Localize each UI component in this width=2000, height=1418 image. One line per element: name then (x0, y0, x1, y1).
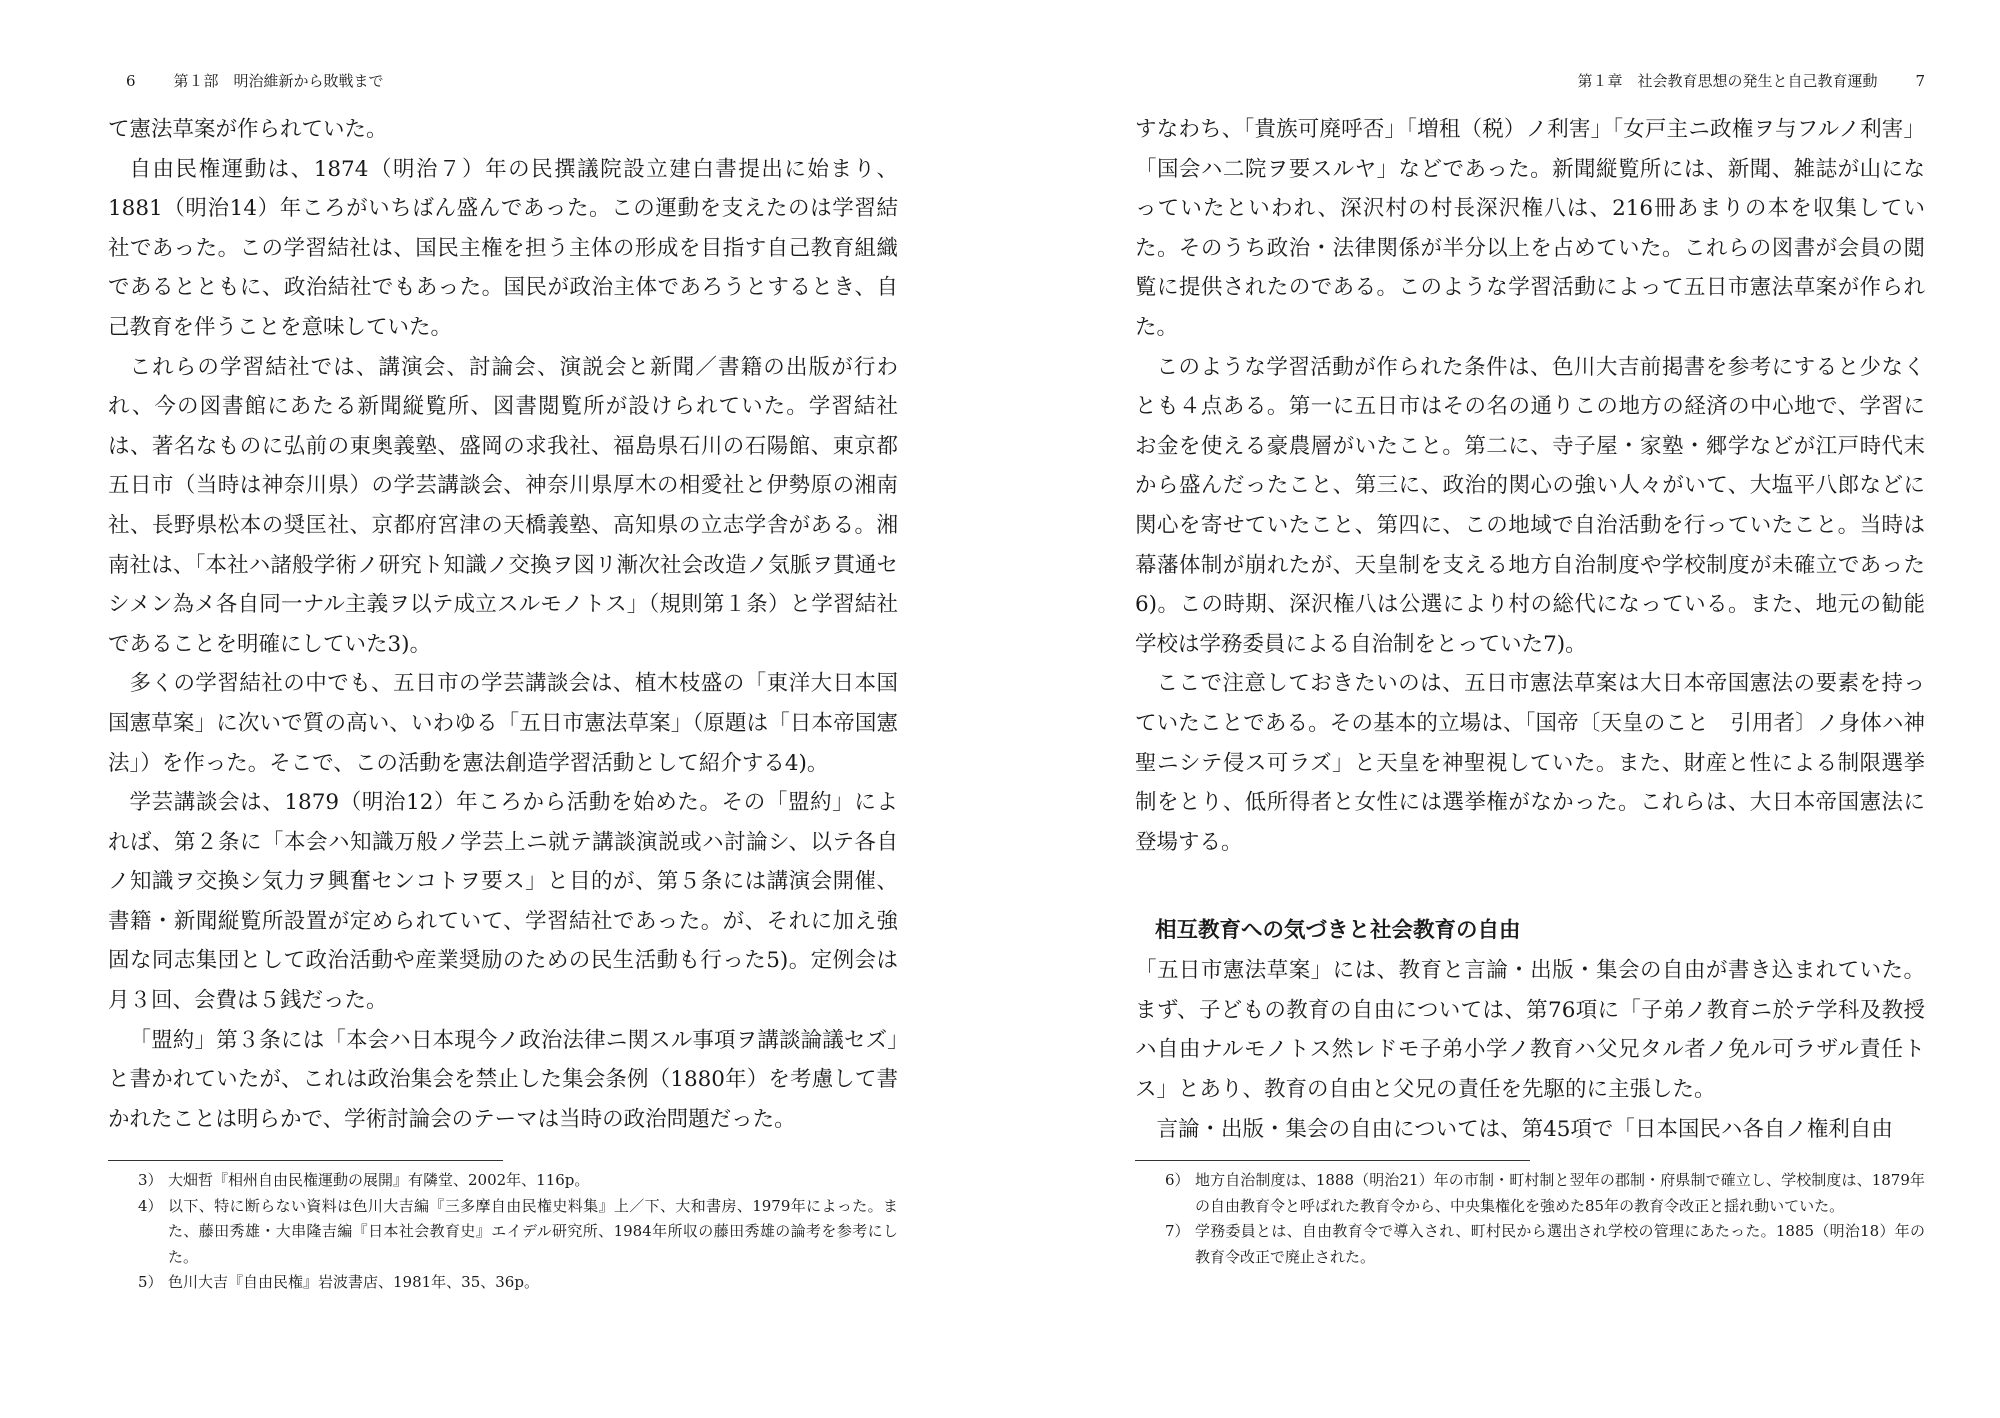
footnote-text: 色川大吉『自由民権』岩波書店、1981年、35、36p。 (168, 1273, 539, 1291)
right-paragraph: ここで注意しておきたいのは、五日市憲法草案は大日本帝国憲法の要素を持っていたことである。その基本的立場は、「国帝〔天皇のこと 引用者〕ノ身体ハ神聖ニシテ侵ス可ラズ」と天皇を神聖視していた。また、財産と性による制限選挙制をとり、低所得者と女性には選挙権がなかった。これらは、大日本帝国憲法に登場する。 (1135, 671, 1925, 855)
footnote (108, 1168, 898, 1194)
left-running-head (108, 70, 908, 92)
footnote-text: 以下、特に断らない資料は色川大吉編『三多摩自由民権史料集』上／下、大和書房、1979年によった。また、藤田秀雄・大串隆吉編『日本社会教育史』エイデル研究所、1984年所収の藤田秀雄の論考を参考にした。 (168, 1196, 898, 1266)
footnote-number: 6） (1165, 1171, 1190, 1189)
left-footnote-rule (108, 1160, 503, 1161)
footnote (1135, 1219, 1925, 1270)
footnote-number: 7） (1165, 1222, 1190, 1240)
right-paragraph: 言論・出版・集会の自由については、第45項で「日本国民ハ各自ノ権利自由 (1156, 1116, 1893, 1142)
left-paragraph: 多くの学習結社の中でも、五日市の学芸講談会は、植木枝盛の「東洋大日本国国憲草案」に次いで質の高い、いわゆる「五日市憲法草案」（原題は「日本帝国憲法」）を作った。そこで、この活動を憲法創造学習活動として紹介する4)。 (108, 671, 898, 776)
footnote-number: 3） (138, 1171, 163, 1189)
right-paragraph: 「五日市憲法草案」には、教育と言論・出版・集会の自由が書き込まれていた。まず、子どもの教育の自由については、第76項に「子弟ノ教育ニ於テ学科及教授ハ自由ナルモノトス然レドモ子弟小学ノ教育ハ父兄タル者ノ免ル可ラザル責任トス」とあり、教育の自由と父兄の責任を先駆的に主張した。 (1135, 958, 1925, 1103)
left-page-number: 6 (126, 72, 136, 90)
right-footnote-rule (1135, 1160, 1530, 1161)
left-paragraph: 「盟約」第３条には「本会ハ日本現今ノ政治法律ニ関スル事項ヲ講談論議セズ」と書かれていたが、これは政治集会を禁止した集会条例（1880年）を考慮して書かれたことは明らかで、学術討論会のテーマは当時の政治問題だった。 (108, 1027, 898, 1132)
left-paragraph: 学芸講談会は、1879（明治12）年ころから活動を始めた。その「盟約」によれば、第２条に「本会ハ知識万般ノ学芸上ニ就テ講談演説或ハ討論シ、以テ各自ノ知識ヲ交換シ気力ヲ興奮センコトヲ要ス」と目的が、第５条には講演会開催、書籍・新聞縦覧所設置が定められていて、学習結社であった。が、それに加え強固な同志集団として政治活動や産業奨励のための民生活動も行った5)。定例会は月３回、会費は５銭だった。 (108, 790, 898, 1014)
left-paragraph: 自由民権運動は、1874（明治７）年の民撰議院設立建白書提出に始まり、1881（明治14）年ころがいちばん盛んであった。この運動を支えたのは学習結社であった。この学習結社は、国民主権を担う主体の形成を目指す自己教育組織であるとともに、政治結社でもあった。国民が政治主体であろうとするとき、自己教育を伴うことを意味していた。 (108, 156, 898, 340)
left-page (108, 0, 908, 1418)
footnote (108, 1194, 898, 1271)
left-paragraph: これらの学習結社では、講演会、討論会、演説会と新聞／書籍の出版が行われ、今の図書館にあたる新聞縦覧所、図書閲覧所が設けられていた。学習結社は、著名なものに弘前の東奥義塾、盛岡の求我社、福島県石川の石陽館、東京都五日市（当時は神奈川県）の学芸講談会、神奈川県厚木の相愛社と伊勢原の湘南社、長野県松本の奨匡社、京都府宮津の天橋義塾、高知県の立志学舎がある。湘南社は、「本社ハ諸般学術ノ研究ト知識ノ交換ヲ図リ漸次社会改造ノ気脈ヲ貫通セシメン為メ各自同一ナル主義ヲ以テ成立スルモノトス」（規則第１条）と学習結社であることを明確にしていた3)。 (108, 354, 898, 657)
footnote-text: 大畑哲『相州自由民権運動の展開』有隣堂、2002年、116p。 (168, 1171, 590, 1189)
right-paragraph: このような学習活動が作られた条件は、色川大吉前掲書を参考にすると少なくとも４点ある。第一に五日市はその名の通りこの地方の経済の中心地で、学習にお金を使える豪農層がいたこと。第二に、寺子屋・家塾・郷学などが江戸時代末から盛んだったこと、第三に、政治的関心の強い人々がいて、大塩平八郎などに関心を寄せていたこと、第四に、この地域で自治活動を行っていたこと。当時は幕藩体制が崩れたが、天皇制を支える地方自治制度や学校制度が未確立であった6)。この時期、深沢権八は公選により村の総代になっている。また、地元の勧能学校は学務委員による自治制をとっていた7)。 (1135, 354, 1925, 657)
right-page (1135, 0, 1935, 1418)
right-paragraph: すなわち、「貴族可廃呼否」「増租（税）ノ利害」「女戸主ニ政権ヲ与フルノ利害」「国会ハ二院ヲ要スルヤ」などであった。新聞縦覧所には、新聞、雑誌が山になっていたといわれ、深沢村の村長深沢権八は、216冊あまりの本を収集していた。そのうち政治・法律関係が半分以上を占めていた。これらの図書が会員の閲覧に提供されたのである。このような学習活動によって五日市憲法草案が作られた。 (1135, 117, 1925, 340)
left-running-head-title: 第１部 明治維新から敗戦まで (173, 72, 384, 90)
right-running-head-title: 第１章 社会教育思想の発生と自己教育運動 (1577, 72, 1878, 90)
left-paragraph: て憲法草案が作られていた。 (108, 117, 388, 142)
footnote-number: 4） (138, 1196, 163, 1215)
footnote-number: 5） (138, 1273, 163, 1291)
right-footnotes (1135, 1168, 1925, 1270)
footnote-text: 地方自治制度は、1888（明治21）年の市制・町村制と翌年の郡制・府県制で確立し、学校制度は、1879年の自由教育令と呼ばれた教育令から、中央集権化を強めた85年の教育令改正と揺れ動いていた。 (1195, 1171, 1925, 1215)
footnote (1135, 1168, 1925, 1219)
right-page-number: 7 (1915, 72, 1925, 90)
footnote-text: 学務委員とは、自由教育令で導入され、町村民から選出され学校の管理にあたった。1885（明治18）年の教育令改正で廃止された。 (1195, 1222, 1925, 1266)
left-body-text (108, 110, 898, 1139)
right-running-head (1135, 70, 1935, 92)
right-body-text (1135, 110, 1925, 1149)
left-footnotes (108, 1168, 898, 1296)
section-heading: 相互教育への気づきと社会教育の自由 (1155, 918, 1521, 944)
footnote (108, 1270, 898, 1296)
